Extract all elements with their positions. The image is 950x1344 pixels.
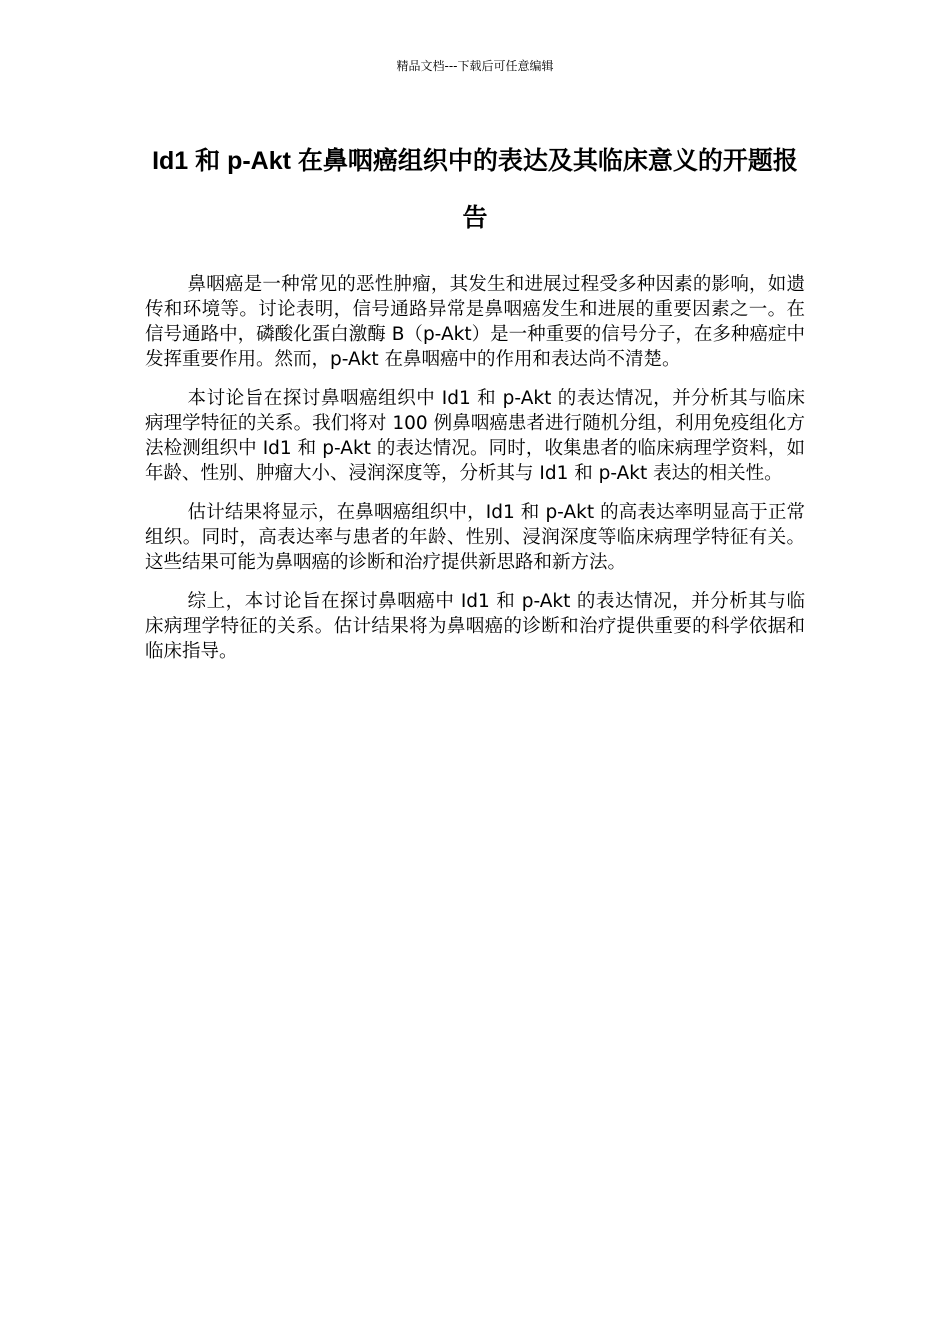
paragraph-background: 鼻咽癌是一种常见的恶性肿瘤，其发生和进展过程受多种因素的影响，如遗传和环境等。讨论表明，信号通路异常是鼻咽癌发生和进展的重要因素之一。在信号通路中，磷酸化蛋白激酶 B（p-Akt）是一种重要的信号分子，在多种癌症中发挥重要作用。然而，p-Akt 在鼻咽癌中的作用和表达尚不清楚。 [145,274,805,370]
paragraph-expected-results: 估计结果将显示，在鼻咽癌组织中，Id1 和 p-Akt 的高表达率明显高于正常组织。同时，高表达率与患者的年龄、性别、浸润深度等临床病理学特征有关。这些结果可能为鼻咽癌的诊断和治疗提供新思路和新方法。 [145,502,805,573]
document-body [145,272,805,678]
paragraph-objective: 本讨论旨在探讨鼻咽癌组织中 Id1 和 p-Akt 的表达情况，并分析其与临床病理学特征的关系。我们将对 100 例鼻咽癌患者进行随机分组，利用免疫组化方法检测组织中 Id1 和 p-Akt 的表达情况。同时，收集患者的临床病理学资料，如年龄、性别、肿瘤大小、浸润深度等，分析其与 Id1 和 p-Akt 表达的相关性。 [145,388,805,484]
paragraph-summary: 综上，本讨论旨在探讨鼻咽癌中 Id1 和 p-Akt 的表达情况，并分析其与临床病理学特征的关系。估计结果将为鼻咽癌的诊断和治疗提供重要的科学依据和临床指导。 [145,591,805,662]
page-header: 精品文档---下载后可任意编辑 [396,59,554,73]
document-title: Id1 和 p-Akt 在鼻咽癌组织中的表达及其临床意义的开题报告 [152,147,798,232]
